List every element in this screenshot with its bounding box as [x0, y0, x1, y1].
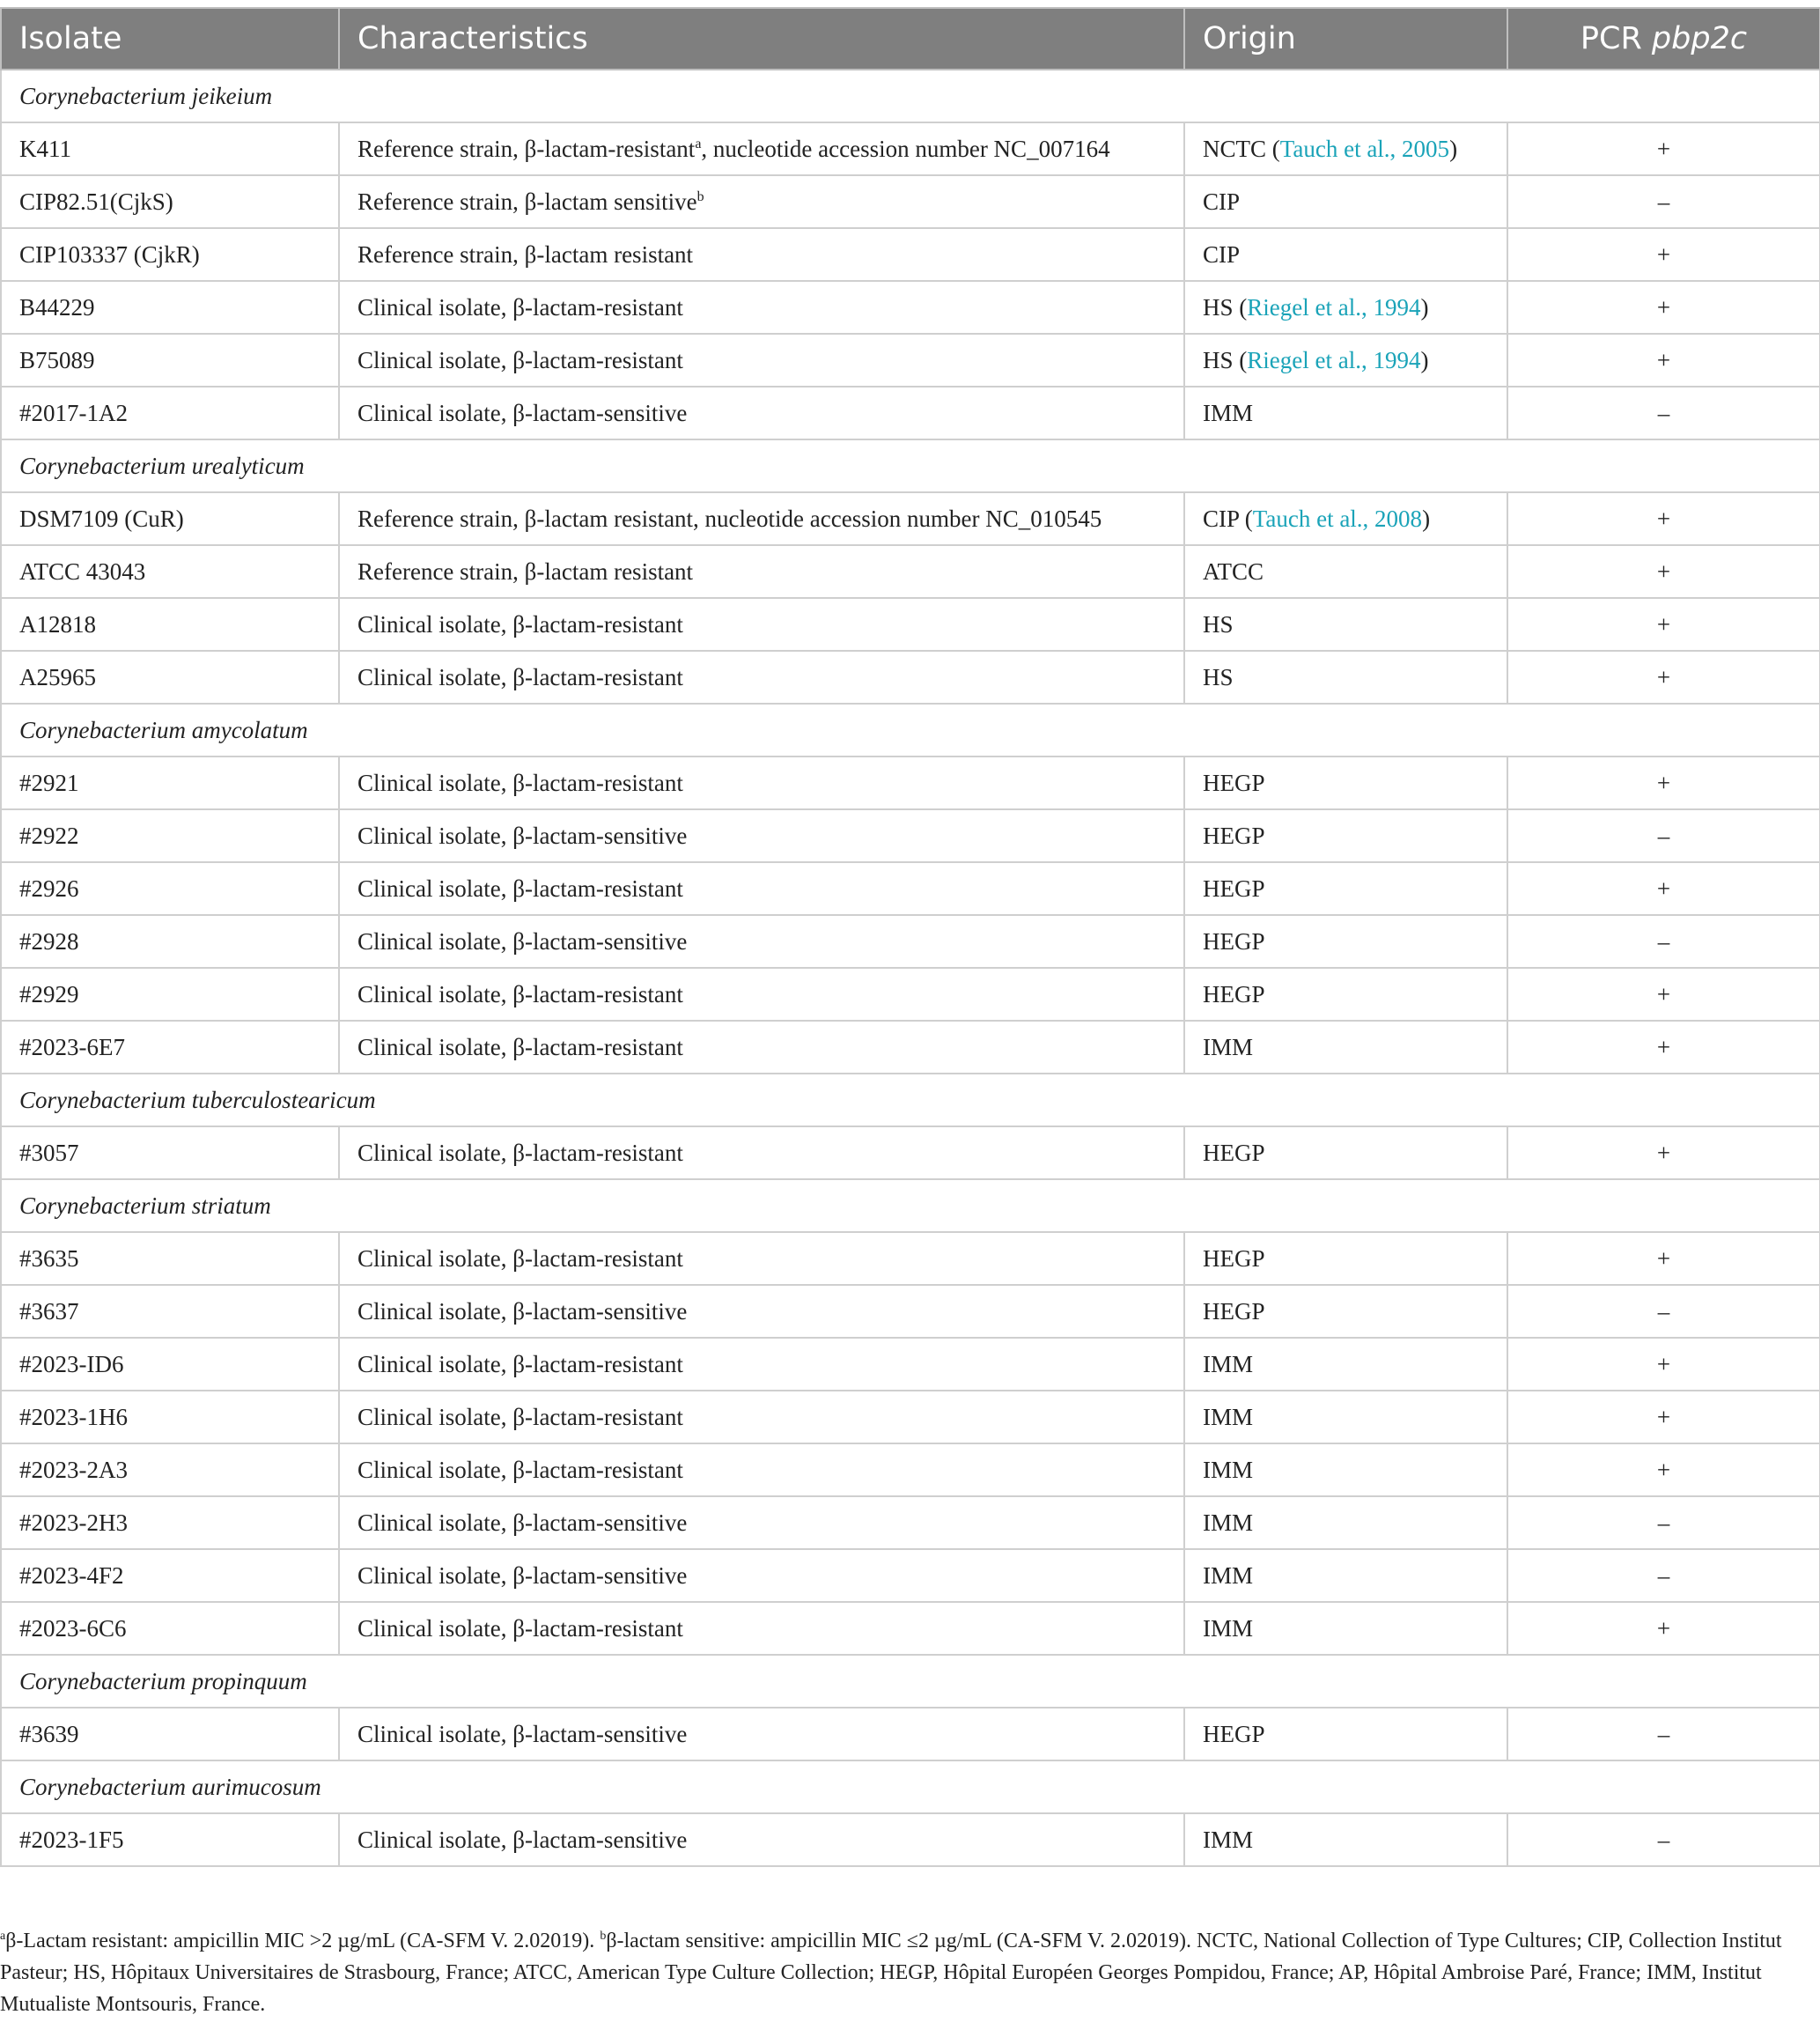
cell-pcr: – [1507, 1285, 1820, 1338]
cell-pcr: + [1507, 1126, 1820, 1179]
cell-isolate: #2023-ID6 [1, 1338, 339, 1391]
origin-text: IMM [1203, 1403, 1254, 1430]
cell-isolate: #3057 [1, 1126, 339, 1179]
cell-pcr: + [1507, 598, 1820, 651]
cell-pcr: – [1507, 1813, 1820, 1866]
cell-origin [1184, 651, 1507, 704]
cell-isolate: #2023-1H6 [1, 1391, 339, 1443]
origin-text: HEGP [1203, 1297, 1265, 1325]
table-row [1, 387, 1820, 439]
cell-isolate: #2928 [1, 915, 339, 968]
species-name: Corynebacterium tuberculostearicum [1, 1074, 1820, 1126]
cell-isolate: #2023-2A3 [1, 1443, 339, 1496]
cell-characteristics [339, 1496, 1184, 1549]
cell-characteristics [339, 228, 1184, 281]
origin-text: CIP [1203, 505, 1240, 532]
cell-characteristics [339, 492, 1184, 545]
characteristics-text: Clinical isolate, β-lactam-resistant [357, 346, 683, 373]
table-row [1, 492, 1820, 545]
characteristics-text: Clinical isolate, β-lactam-resistant [357, 293, 683, 321]
cell-characteristics [339, 1813, 1184, 1866]
cell-origin [1184, 968, 1507, 1021]
origin-text: IMM [1203, 1350, 1254, 1377]
cell-origin [1184, 1443, 1507, 1496]
origin-text: IMM [1203, 1826, 1254, 1853]
cell-characteristics [339, 122, 1184, 175]
cell-isolate: #3639 [1, 1708, 339, 1760]
cell-pcr: + [1507, 756, 1820, 809]
cell-origin [1184, 1021, 1507, 1074]
table-row [1, 1126, 1820, 1179]
characteristics-text: Clinical isolate, β-lactam-resistant [357, 1244, 683, 1272]
cell-characteristics [339, 1602, 1184, 1655]
characteristics-text: Clinical isolate, β-lactam-resistant [357, 1403, 683, 1430]
cell-origin: HS (Riegel et al., 1994) [1184, 334, 1507, 387]
cell-pcr: + [1507, 122, 1820, 175]
table-row [1, 1021, 1820, 1074]
citation-link[interactable]: Riegel et al., 1994 [1247, 346, 1421, 373]
footnote-marker-a: a [0, 1930, 6, 1943]
characteristics-text: Clinical isolate, β-lactam-sensitive [357, 927, 688, 955]
species-row [1, 1655, 1820, 1708]
footnote-ref: b [696, 188, 704, 204]
table-row [1, 809, 1820, 862]
cell-origin [1184, 756, 1507, 809]
characteristics-text: Reference strain, β-lactam sensitive [357, 188, 697, 215]
table-row [1, 1443, 1820, 1496]
cell-origin [1184, 862, 1507, 915]
table-row [1, 968, 1820, 1021]
cell-pcr: + [1507, 281, 1820, 334]
cell-characteristics [339, 598, 1184, 651]
cell-pcr: + [1507, 651, 1820, 704]
cell-pcr: + [1507, 492, 1820, 545]
origin-text: IMM [1203, 1614, 1254, 1642]
characteristics-text: Clinical isolate, β-lactam-sensitive [357, 1297, 688, 1325]
cell-origin [1184, 1496, 1507, 1549]
origin-text: HEGP [1203, 1720, 1265, 1747]
cell-origin [1184, 1708, 1507, 1760]
table-row [1, 1338, 1820, 1391]
cell-isolate: A12818 [1, 598, 339, 651]
origin-text: NCTC [1203, 135, 1267, 162]
cell-pcr: – [1507, 809, 1820, 862]
cell-origin: HS (Riegel et al., 1994) [1184, 281, 1507, 334]
species-row [1, 439, 1820, 492]
table-row [1, 1285, 1820, 1338]
table-row [1, 862, 1820, 915]
header-pcr [1507, 8, 1820, 70]
characteristics-text: Clinical isolate, β-lactam-resistant [357, 1350, 683, 1377]
cell-characteristics [339, 387, 1184, 439]
table-row [1, 175, 1820, 228]
cell-characteristics [339, 1443, 1184, 1496]
table-row [1, 1708, 1820, 1760]
cell-characteristics [339, 1708, 1184, 1760]
cell-characteristics [339, 1338, 1184, 1391]
origin-text: CIP [1203, 188, 1241, 215]
cell-isolate: #2922 [1, 809, 339, 862]
cell-characteristics [339, 809, 1184, 862]
characteristics-text: Clinical isolate, β-lactam-sensitive [357, 1509, 688, 1536]
origin-text: HEGP [1203, 1244, 1265, 1272]
cell-characteristics [339, 756, 1184, 809]
cell-characteristics [339, 1021, 1184, 1074]
cell-origin [1184, 1232, 1507, 1285]
characteristics-text: Clinical isolate, β-lactam-resistant [357, 663, 683, 690]
species-row [1, 1179, 1820, 1232]
cell-pcr: – [1507, 1549, 1820, 1602]
characteristics-text: Clinical isolate, β-lactam-sensitive [357, 1826, 688, 1853]
characteristics-text: Reference strain, β-lactam resistant, nucleotide accession number NC_010545 [357, 505, 1102, 532]
citation-link[interactable]: Tauch et al., 2008 [1252, 505, 1423, 532]
cell-isolate: #2017-1A2 [1, 387, 339, 439]
cell-origin [1184, 387, 1507, 439]
cell-isolate: B44229 [1, 281, 339, 334]
isolates-table-container [0, 7, 1820, 1867]
table-row [1, 651, 1820, 704]
origin-text: HS [1203, 293, 1234, 321]
cell-characteristics [339, 175, 1184, 228]
species-name: Corynebacterium propinquum [1, 1655, 1820, 1708]
cell-characteristics [339, 1285, 1184, 1338]
cell-origin: NCTC (Tauch et al., 2005) [1184, 122, 1507, 175]
origin-text: CIP [1203, 240, 1241, 268]
header-isolate: Isolate [1, 8, 339, 70]
header-origin: Origin [1184, 8, 1507, 70]
characteristics-text: Clinical isolate, β-lactam-resistant [357, 1456, 683, 1483]
cell-origin [1184, 809, 1507, 862]
cell-isolate: ATCC 43043 [1, 545, 339, 598]
table-body [1, 70, 1820, 1866]
species-row [1, 704, 1820, 756]
footnote-text-b: β-lactam sensitive: ampicillin MIC ≤2 µg/mL (CA-SFM V. 2.02019). NCTC, National Collection of Type Cultures; CIP, Collection Institut Pasteur; HS, Hôpitaux Universitaires de Strasbourg, France; ATCC, American Type Culture Collection; HEGP, Hôpital Européen Georges Pompidou, France; AP, Hôpital Ambroise Paré, France; IMM, Institut Mutualiste Montsouris, France. [0, 1930, 1782, 2016]
origin-text: IMM [1203, 1456, 1254, 1483]
cell-origin [1184, 1391, 1507, 1443]
footnote-text-a: β-Lactam resistant: ampicillin MIC >2 µg/mL (CA-SFM V. 2.02019). [5, 1930, 601, 1952]
cell-isolate: #3635 [1, 1232, 339, 1285]
cell-pcr: – [1507, 1708, 1820, 1760]
citation-link[interactable]: Tauch et al., 2005 [1279, 135, 1450, 162]
cell-isolate: #3637 [1, 1285, 339, 1338]
cell-characteristics [339, 651, 1184, 704]
cell-origin [1184, 228, 1507, 281]
species-row [1, 1074, 1820, 1126]
cell-pcr: + [1507, 862, 1820, 915]
species-name: Corynebacterium urealyticum [1, 439, 1820, 492]
cell-characteristics [339, 968, 1184, 1021]
cell-characteristics [339, 1391, 1184, 1443]
characteristics-text: Clinical isolate, β-lactam-resistant [357, 1139, 683, 1166]
characteristics-text-cont: , nucleotide accession number NC_007164 [701, 135, 1110, 162]
cell-characteristics [339, 862, 1184, 915]
origin-text: HEGP [1203, 875, 1265, 902]
cell-characteristics [339, 545, 1184, 598]
table-row [1, 545, 1820, 598]
cell-origin [1184, 1549, 1507, 1602]
cell-characteristics [339, 281, 1184, 334]
origin-text: HEGP [1203, 980, 1265, 1007]
header-characteristics: Characteristics [339, 8, 1184, 70]
origin-text: HS [1203, 663, 1234, 690]
cell-characteristics [339, 1232, 1184, 1285]
origin-text: HEGP [1203, 927, 1265, 955]
cell-pcr: + [1507, 1232, 1820, 1285]
characteristics-text: Reference strain, β-lactam resistant [357, 240, 694, 268]
cell-pcr: + [1507, 334, 1820, 387]
cell-origin [1184, 1126, 1507, 1179]
cell-origin [1184, 1602, 1507, 1655]
characteristics-text: Reference strain, β-lactam-resistant [357, 135, 696, 162]
table-header [1, 8, 1820, 70]
characteristics-text: Clinical isolate, β-lactam-sensitive [357, 1561, 688, 1589]
header-pcr-gene: pbp2c [1651, 21, 1748, 56]
cell-isolate: #2023-1F5 [1, 1813, 339, 1866]
table-row [1, 1549, 1820, 1602]
species-row [1, 1760, 1820, 1813]
species-name: Corynebacterium jeikeium [1, 70, 1820, 122]
cell-origin: CIP (Tauch et al., 2008) [1184, 492, 1507, 545]
characteristics-text: Clinical isolate, β-lactam-resistant [357, 875, 683, 902]
citation-link[interactable]: Riegel et al., 1994 [1247, 293, 1421, 321]
characteristics-text: Clinical isolate, β-lactam-resistant [357, 980, 683, 1007]
table-row [1, 228, 1820, 281]
table-row [1, 1496, 1820, 1549]
cell-origin [1184, 1813, 1507, 1866]
header-pcr-prefix: PCR [1580, 21, 1642, 56]
cell-origin [1184, 545, 1507, 598]
table-row [1, 756, 1820, 809]
characteristics-text: Clinical isolate, β-lactam-sensitive [357, 399, 688, 426]
cell-isolate: #2023-6E7 [1, 1021, 339, 1074]
cell-isolate: DSM7109 (CuR) [1, 492, 339, 545]
cell-pcr: + [1507, 228, 1820, 281]
cell-origin [1184, 915, 1507, 968]
cell-pcr: + [1507, 1338, 1820, 1391]
characteristics-text: Clinical isolate, β-lactam-resistant [357, 1614, 683, 1642]
characteristics-text: Clinical isolate, β-lactam-resistant [357, 610, 683, 638]
table-row [1, 122, 1820, 175]
characteristics-text: Clinical isolate, β-lactam-sensitive [357, 1720, 688, 1747]
cell-isolate: #2023-4F2 [1, 1549, 339, 1602]
origin-text: HEGP [1203, 769, 1265, 796]
cell-pcr: + [1507, 1443, 1820, 1496]
cell-characteristics [339, 334, 1184, 387]
cell-pcr: – [1507, 175, 1820, 228]
table-row [1, 1813, 1820, 1866]
cell-isolate: CIP82.51(CjkS) [1, 175, 339, 228]
origin-text: IMM [1203, 399, 1254, 426]
cell-isolate: K411 [1, 122, 339, 175]
characteristics-text: Reference strain, β-lactam resistant [357, 557, 694, 585]
footnote-ref: a [695, 136, 702, 151]
characteristics-text: Clinical isolate, β-lactam-resistant [357, 769, 683, 796]
cell-pcr: + [1507, 1602, 1820, 1655]
cell-origin [1184, 1338, 1507, 1391]
cell-origin [1184, 1285, 1507, 1338]
origin-text: HS [1203, 610, 1234, 638]
species-row [1, 70, 1820, 122]
species-name: Corynebacterium amycolatum [1, 704, 1820, 756]
table-footnote [0, 1925, 1805, 2020]
cell-characteristics [339, 1126, 1184, 1179]
species-name: Corynebacterium striatum [1, 1179, 1820, 1232]
cell-isolate: #2023-2H3 [1, 1496, 339, 1549]
origin-text: IMM [1203, 1509, 1254, 1536]
origin-text: ATCC [1203, 557, 1264, 585]
cell-isolate: B75089 [1, 334, 339, 387]
cell-characteristics [339, 915, 1184, 968]
isolates-table [0, 7, 1820, 1867]
cell-pcr: + [1507, 968, 1820, 1021]
table-row [1, 1391, 1820, 1443]
cell-isolate: #2929 [1, 968, 339, 1021]
cell-origin [1184, 598, 1507, 651]
cell-isolate: #2921 [1, 756, 339, 809]
cell-isolate: CIP103337 (CjkR) [1, 228, 339, 281]
species-name: Corynebacterium aurimucosum [1, 1760, 1820, 1813]
characteristics-text: Clinical isolate, β-lactam-sensitive [357, 822, 688, 849]
table-row [1, 598, 1820, 651]
cell-characteristics [339, 1549, 1184, 1602]
table-row [1, 915, 1820, 968]
origin-text: HEGP [1203, 822, 1265, 849]
cell-pcr: – [1507, 387, 1820, 439]
cell-pcr: + [1507, 1021, 1820, 1074]
origin-text: HS [1203, 346, 1234, 373]
cell-pcr: + [1507, 1391, 1820, 1443]
cell-pcr: – [1507, 1496, 1820, 1549]
origin-text: IMM [1203, 1561, 1254, 1589]
characteristics-text: Clinical isolate, β-lactam-resistant [357, 1033, 683, 1060]
cell-isolate: #2023-6C6 [1, 1602, 339, 1655]
cell-pcr: + [1507, 545, 1820, 598]
table-row [1, 1232, 1820, 1285]
origin-text: IMM [1203, 1033, 1254, 1060]
cell-pcr: – [1507, 915, 1820, 968]
table-row [1, 334, 1820, 387]
cell-origin [1184, 175, 1507, 228]
table-row [1, 1602, 1820, 1655]
footnote-marker-b: b [600, 1930, 607, 1943]
header-row [1, 8, 1820, 70]
table-row [1, 281, 1820, 334]
cell-isolate: A25965 [1, 651, 339, 704]
cell-isolate: #2926 [1, 862, 339, 915]
origin-text: HEGP [1203, 1139, 1265, 1166]
